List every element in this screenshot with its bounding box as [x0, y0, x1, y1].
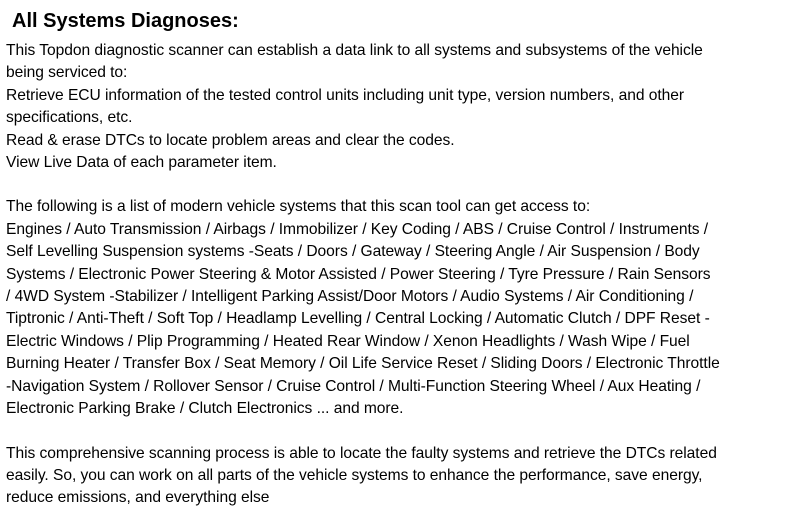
paragraph-spacer — [6, 421, 796, 443]
paragraph-line: -Navigation System / Rollover Sensor / Cruise Control / Multi-Function Steering Wheel / Aux Heating / — [6, 377, 701, 395]
paragraph-line: View Live Data of each parameter item. — [6, 154, 277, 172]
page-title: All Systems Diagnoses: — [12, 10, 239, 32]
paragraph-line: Read & erase DTCs to locate problem areas and clear the codes. — [6, 131, 455, 149]
paragraph-line: Electronic Parking Brake / Clutch Electronics ... and more. — [6, 400, 404, 418]
paragraph-line: Self Levelling Suspension systems -Seats / Doors / Gateway / Steering Angle / Air Suspension / Body — [6, 243, 700, 261]
paragraph-line: Retrieve ECU information of the tested control units including unit type, version numbers, and other — [6, 86, 685, 104]
paragraph-line: The following is a list of modern vehicle systems that this scan tool can get access to: — [6, 198, 591, 216]
paragraph-line: Systems / Electronic Power Steering & Motor Assisted / Power Steering / Tyre Pressure / Rain Sensors — [6, 265, 711, 283]
paragraph-line: Engines / Auto Transmission / Airbags / Immobilizer / Key Coding / ABS / Cruise Control / Instruments / — [6, 220, 709, 238]
paragraph-line: This comprehensive scanning process is able to locate the faulty systems and retrieve the DTCs related — [6, 444, 717, 462]
paragraph-line: easily. So, you can work on all parts of the vehicle systems to enhance the performance, save energy, — [6, 466, 703, 484]
paragraph-line: being serviced to: — [6, 64, 128, 82]
paragraph-line: Burning Heater / Transfer Box / Seat Memory / Oil Life Service Reset / Sliding Doors / Electronic Throttle — [6, 355, 720, 373]
paragraph-line: specifications, etc. — [6, 109, 133, 127]
paragraph-spacer — [6, 174, 796, 196]
paragraph-line: Tiptronic / Anti-Theft / Soft Top / Headlamp Levelling / Central Locking / Automatic Clutch / DPF Reset - — [6, 310, 710, 328]
paragraph-line: reduce emissions, and everything else — [6, 489, 270, 507]
paragraph-line: This Topdon diagnostic scanner can establish a data link to all systems and subsystems of the vehicle — [6, 42, 703, 59]
document-body — [6, 8, 796, 510]
paragraph-line: Electric Windows / Plip Programming / Heated Rear Window / Xenon Headlights / Wash Wipe / Fuel — [6, 332, 690, 350]
paragraph-line: / 4WD System -Stabilizer / Intelligent Parking Assist/Door Motors / Audio Systems / Air Conditioning / — [6, 288, 694, 306]
